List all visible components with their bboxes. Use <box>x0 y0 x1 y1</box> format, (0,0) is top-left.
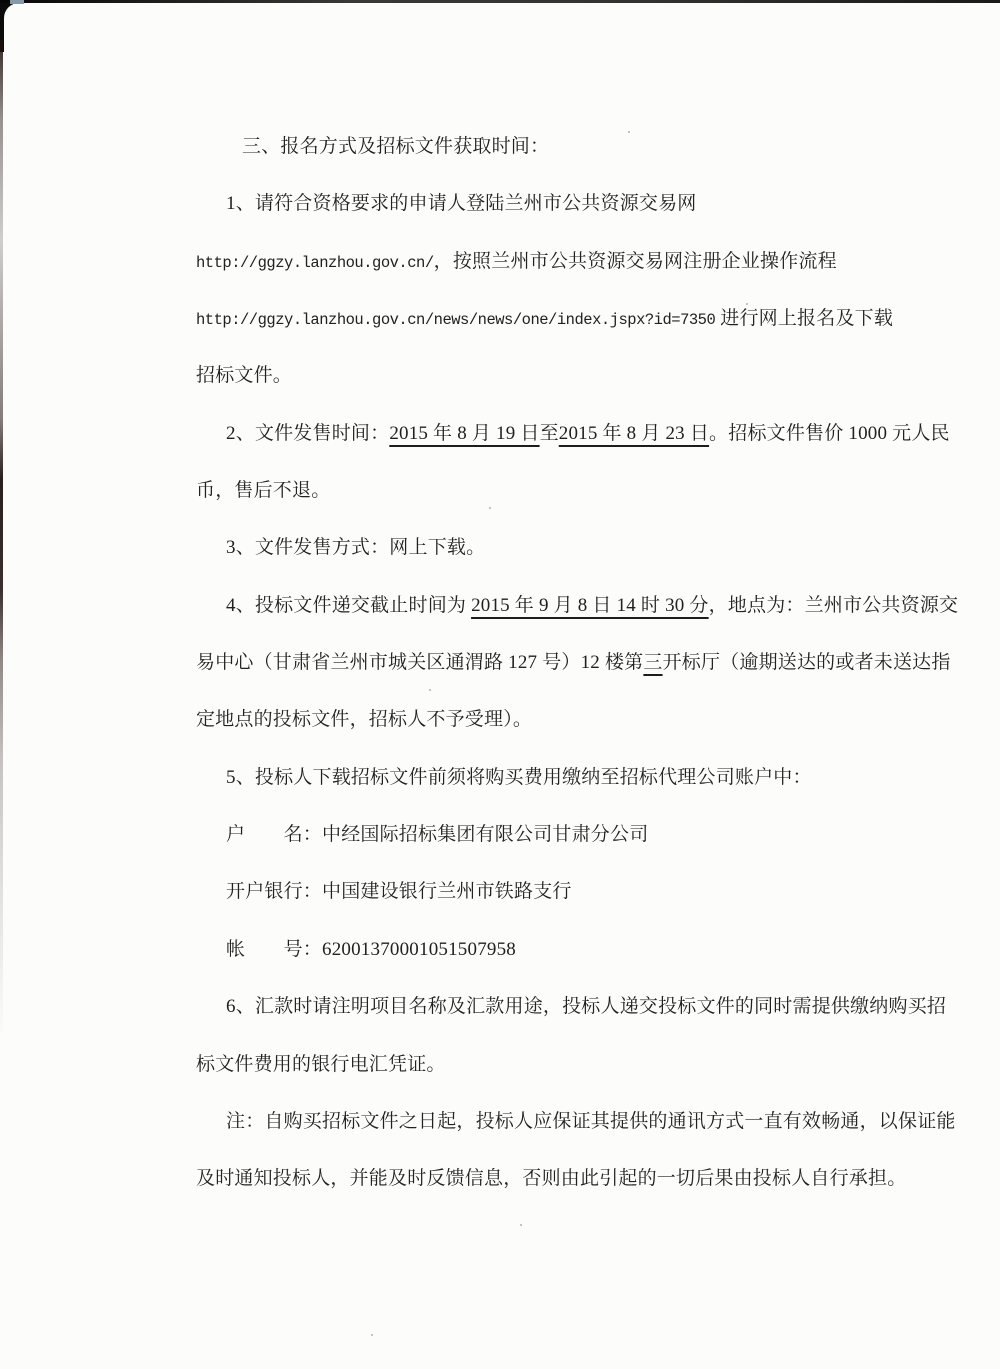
text-segment: 进行网上报名及下载 <box>715 308 894 330</box>
note-line-2 <box>196 1150 976 1207</box>
underlined-text: 三 <box>643 652 663 674</box>
text-segment: 。招标文件售价 1000 元人民 <box>709 422 950 444</box>
scan-top-edge-artifact <box>0 0 1000 3</box>
text-segment: 6、汇款时请注明项目名称及汇款用途，投标人递交投标文件的同时需提供缴纳购买招 <box>226 996 947 1018</box>
text-segment: 至 <box>539 422 559 444</box>
para-2-line-1 <box>196 405 976 462</box>
text-segment: ，按照兰州市公共资源交易网注册企业操作流程 <box>433 250 837 272</box>
url-text: http://ggzy.lanzhou.gov.cn/news/news/one/index.jspx?id=7350 <box>196 311 716 330</box>
text-segment: 注：自购买招标文件之日起，投标人应保证其提供的通讯方式一直有效畅通，以保证能 <box>226 1110 956 1132</box>
document-body <box>196 118 976 1208</box>
text-segment: 2、文件发售时间： <box>226 422 390 444</box>
underlined-text: 2015 年 9 月 8 日 14 时 30 分 <box>471 594 709 616</box>
para-5-line-1 <box>196 749 976 806</box>
text-segment: 招标文件。 <box>196 365 293 387</box>
para-4-line-2 <box>196 634 976 691</box>
account-number-line <box>196 921 976 978</box>
text-segment: 1、请符合资格要求的申请人登陆兰州市公共资源交易网 <box>226 193 697 215</box>
para-1-line-2 <box>196 233 976 290</box>
para-2-line-2 <box>196 462 976 519</box>
para-6-line-1 <box>196 978 976 1035</box>
para-6-line-2 <box>196 1036 976 1093</box>
account-name-line <box>196 806 976 863</box>
scan-page-corner-curl <box>4 3 94 93</box>
text-segment: 5、投标人下载招标文件前须将购买费用缴纳至招标代理公司账户中： <box>226 766 812 788</box>
text-segment: 易中心（甘肃省兰州市城关区通渭路 127 号）12 楼第 <box>196 652 644 674</box>
underlined-text: 2015 年 8 月 19 日 <box>389 422 540 444</box>
para-3-line-1 <box>196 519 976 576</box>
scan-noise-speck <box>371 1334 373 1336</box>
text-segment: 定地点的投标文件，招标人不予受理）。 <box>196 709 533 731</box>
text-segment: 开标厅（逾期送达的或者未送达指 <box>662 652 951 674</box>
text-segment: 4、投标文件递交截止时间为 <box>226 594 472 616</box>
url-text: http://ggzy.lanzhou.gov.cn/ <box>196 253 434 272</box>
section-heading <box>196 118 976 175</box>
text-segment: 三、报名方式及招标文件获取时间： <box>242 136 550 157</box>
scan-left-edge-streak <box>0 40 3 1040</box>
bank-line <box>196 863 976 920</box>
underlined-text: 2015 年 8 月 23 日 <box>558 422 710 444</box>
para-1-line-1 <box>196 175 976 232</box>
text-segment: 3、文件发售方式：网上下载。 <box>226 537 486 559</box>
para-1-line-4 <box>196 347 976 404</box>
text-segment: 币，售后不退。 <box>196 480 331 502</box>
text-segment: 帐 号：62001370001051507958 <box>226 938 517 960</box>
scan-noise-speck <box>520 1224 522 1226</box>
scan-corner-highlight <box>10 0 24 4</box>
text-segment: 标文件费用的银行电汇凭证。 <box>196 1053 446 1075</box>
para-1-line-3 <box>196 290 976 347</box>
text-segment: 及时通知投标人，并能及时反馈信息，否则由此引起的一切后果由投标人自行承担。 <box>196 1168 907 1190</box>
para-4-line-1 <box>196 577 976 634</box>
text-segment: 户 名：中经国际招标集团有限公司甘肃分公司 <box>226 824 649 846</box>
note-line-1 <box>196 1093 976 1150</box>
text-segment: ，地点为：兰州市公共资源交 <box>708 594 959 616</box>
text-segment: 开户银行：中国建设银行兰州市铁路支行 <box>226 881 572 903</box>
para-4-line-3 <box>196 691 976 748</box>
